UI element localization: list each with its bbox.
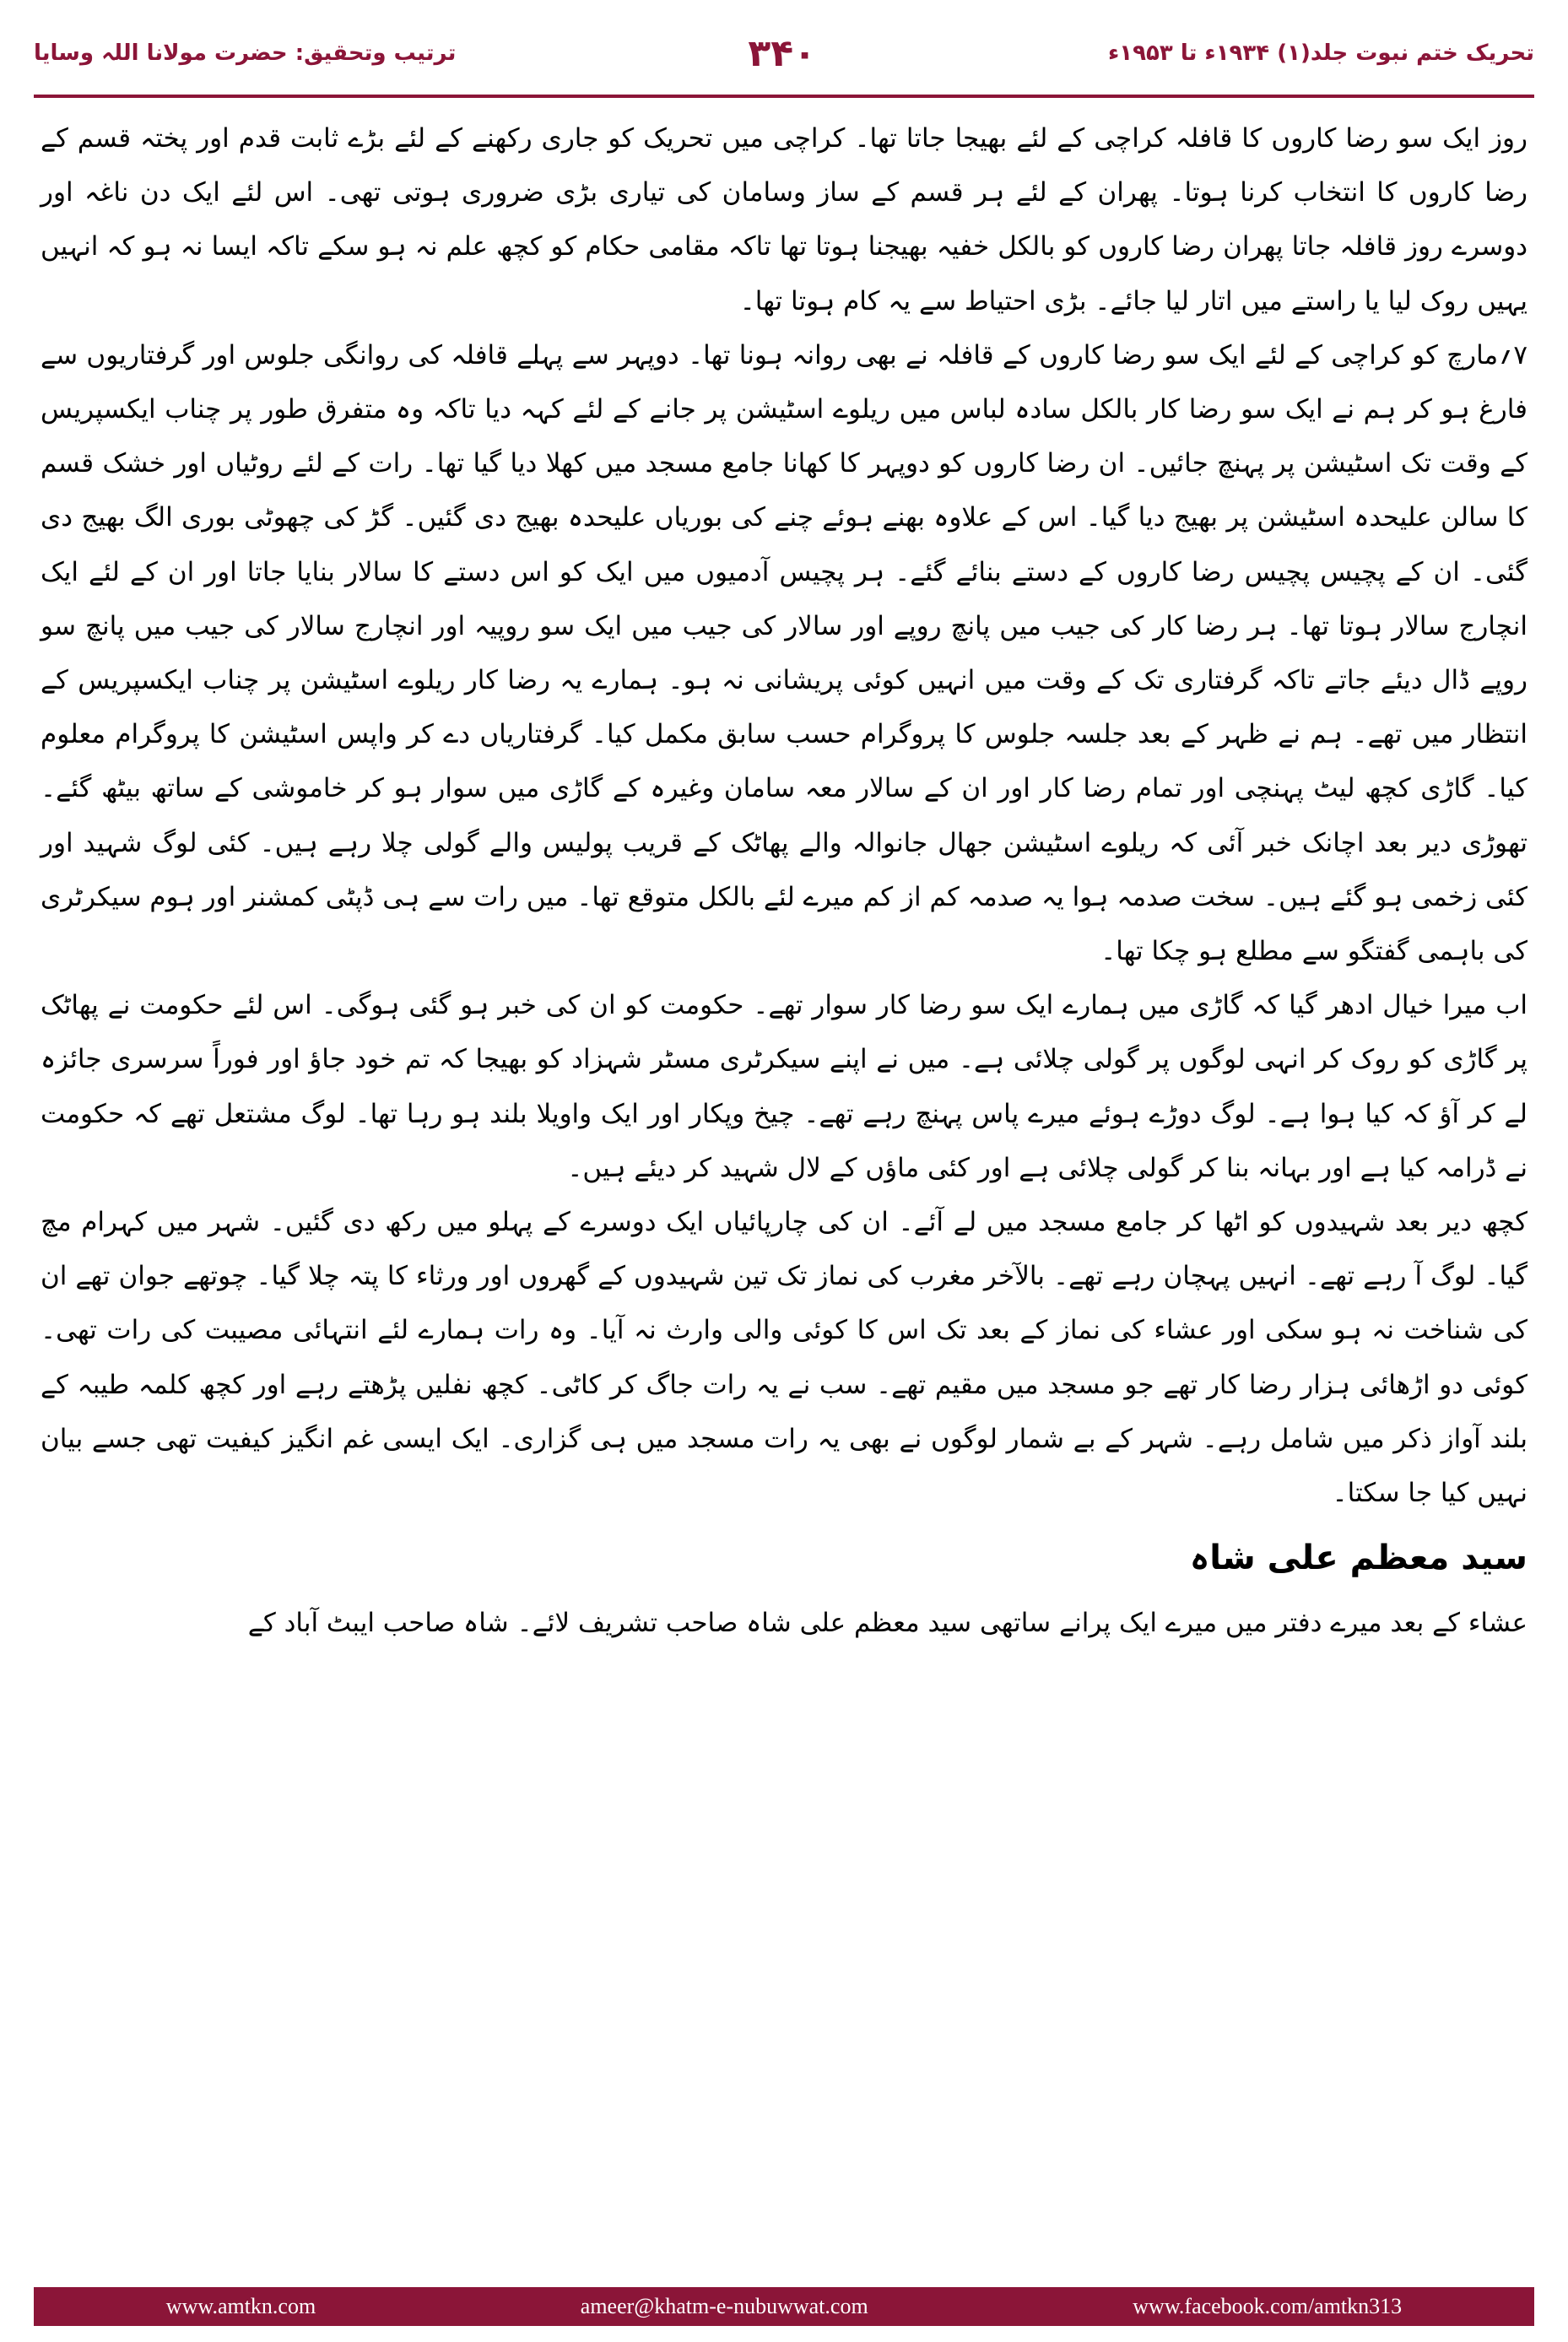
- footer-email-link[interactable]: ameer@khatm-e-nubuwwat.com: [580, 2294, 868, 2318]
- paragraph-4: کچھ دیر بعد شہیدوں کو اٹھا کر جامع مسجد میں لے آئے۔ ان کی چارپائیاں ایک دوسرے کے پہلو میں رکھ دی گئیں۔ شہر میں کہرام مچ گیا۔ لوگ آ رہے تھے۔ انہیں پہچان رہے تھے۔ بالآخر مغرب کی نماز تک تین شہیدوں کے گھروں اور ورثاء کا پتہ چلا گیا۔ چوتھے جوان تھے ان کی شناخت نہ ہو سکی اور عشاء کی نماز کے بعد تک اس کا کوئی والی وارث نہ آیا۔ وہ رات ہمارے لئے انتہائی مصیبت کی رات تھی۔ کوئی دو اڑھائی ہزار رضا کار تھے جو مسجد میں مقیم تھے۔ سب نے یہ رات جاگ کر کاٹی۔ کچھ نفلیں پڑھتے رہے اور کچھ کلمہ طیبہ کے بلند آواز ذکر میں شامل رہے۔ شہر کے بے شمار لوگوں نے بھی یہ رات مسجد میں ہی گزاری۔ ایک ایسی غم انگیز کیفیت تھی جسے بیان نہیں کیا جا سکتا۔: [41, 1207, 1527, 1509]
- header-divider: [34, 95, 1534, 98]
- page-header: [34, 24, 1534, 83]
- paragraph-2: ۷؍مارچ کو کراچی کے لئے ایک سو رضا کاروں کے قافلہ نے بھی روانہ ہونا تھا۔ دوپہر سے پہلے قافلہ کی روانگی جلوس اور گرفتاریوں سے فارغ ہو کر ہم نے ایک سو رضا کار بالکل سادہ لباس میں ریلوے اسٹیشن پر جانے کے لئے کہہ دیا تاکہ وہ متفرق طور پر چناب ایکسپریس کے وقت تک اسٹیشن پر پہنچ جائیں۔ ان رضا کاروں کو دوپہر کا کھانا جامع مسجد میں کھلا دیا گیا تھا۔ رات کے لئے روٹیاں اور خشک قسم کا سالن علیحدہ اسٹیشن پر بھیج دیا گیا۔ اس کے علاوہ بھنے ہوئے چنے کی بوریاں علیحدہ بھیج دی گئیں۔ گڑ کی چھوٹی بوری الگ بھیج دی گئی۔ ان کے پچیس پچیس رضا کاروں کے دستے بنائے گئے۔ ہر پچیس آدمیوں میں ایک کو اس دستے کا سالار بنایا جاتا اور ان کے لئے ایک انچارج سالار ہوتا تھا۔ ہر رضا کار کی جیب میں پانچ روپے اور سالار کی جیب میں ایک سو روپیہ اور انچارج سالار کی جیب میں پانچ سو روپے ڈال دیئے جاتے تاکہ گرفتاری تک کے وقت میں انہیں کوئی پریشانی نہ ہو۔ ہمارے یہ رضا کار ریلوے اسٹیشن پر چناب ایکسپریس کے انتظار میں تھے۔ ہم نے ظہر کے بعد جلسہ جلوس کا پروگرام حسب سابق مکمل کیا۔ گرفتاریاں دے کر واپس اسٹیشن کا پروگرام معلوم کیا۔ گاڑی کچھ لیٹ پہنچی اور تمام رضا کار اور ان کے سالار معہ سامان وغیرہ کے گاڑی میں سوار ہو کر خاموشی کے ساتھ بیٹھ گئے۔ تھوڑی دیر بعد اچانک خبر آئی کہ ریلوے اسٹیشن جھال جانوالہ والے پھاٹک کے قریب پولیس والے گولی چلا رہے ہیں۔ کئی لوگ شہید اور کئی زخمی ہو گئے ہیں۔ سخت صدمہ ہوا یہ صدمہ کم از کم میرے لئے بالکل متوقع تھا۔ میں رات سے ہی ڈپٹی کمشنر اور ہوم سیکرٹری کی باہمی گفتگو سے مطلع ہو چکا تھا۔: [41, 339, 1527, 967]
- section-heading: سید معظم علی شاہ: [1189, 1539, 1527, 1578]
- book-title: تحریک ختم نبوت جلد(۱) ۱۹۳۴ء تا ۱۹۵۳ء: [1107, 41, 1534, 66]
- compiler-credit: ترتیب وتحقیق: حضرت مولانا اللہ وسایا: [34, 41, 457, 66]
- page-footer: [34, 2287, 1534, 2326]
- page-body: [41, 111, 1527, 2280]
- footer-website-link[interactable]: www.amtkn.com: [165, 2294, 316, 2318]
- paragraph-1: روز ایک سو رضا کاروں کا قافلہ کراچی کے لئے بھیجا جاتا تھا۔ کراچی میں تحریک کو جاری رکھنے کے لئے بڑے ثابت قدم اور پختہ قسم کے رضا کاروں کا انتخاب کرنا ہوتا۔ پھران کے لئے ہر قسم کے ساز وسامان کی تیاری بڑی ضروری ہوتی تھی۔ اس لئے ایک دن ناغہ اور دوسرے روز قافلہ جاتا پھران رضا کاروں کو بالکل خفیہ بھیجنا ہوتا تھا تاکہ مقامی حکام کو کچھ علم نہ ہو سکے تاکہ ایسا نہ ہو کہ انہیں یہیں روک لیا یا راستے میں اتار لیا جائے۔ بڑی احتیاط سے یہ کام ہوتا تھا۔: [41, 123, 1527, 316]
- page-number: ۳۴۰: [748, 31, 816, 75]
- footer-facebook-link[interactable]: www.facebook.com/amtkn313: [1133, 2294, 1403, 2318]
- paragraph-3: اب میرا خیال ادھر گیا کہ گاڑی میں ہمارے ایک سو رضا کار سوار تھے۔ حکومت کو ان کی خبر ہو گئی ہوگی۔ اس لئے حکومت نے پھاٹک پر گاڑی کو روک کر انہی لوگوں پر گولی چلائی ہے۔ میں نے اپنے سیکرٹری مسٹر شہزاد کو بھیجا کہ تم خود جاؤ اور فوراً سرسری جائزہ لے کر آؤ کہ کیا ہوا ہے۔ لوگ دوڑے ہوئے میرے پاس پہنچ رہے تھے۔ چیخ وپکار اور ایک واویلا بلند ہو رہا تھا۔ لوگ مشتعل تھے کہ حکومت نے ڈرامہ کیا ہے اور بہانہ بنا کر گولی چلائی ہے اور کئی ماؤں کے لال شہید کر دیئے ہیں۔: [41, 990, 1527, 1183]
- paragraph-5: عشاء کے بعد میرے دفتر میں میرے ایک پرانے ساتھی سید معظم علی شاہ صاحب تشریف لائے۔ شاہ صاحب ایبٹ آباد کے: [247, 1608, 1527, 1639]
